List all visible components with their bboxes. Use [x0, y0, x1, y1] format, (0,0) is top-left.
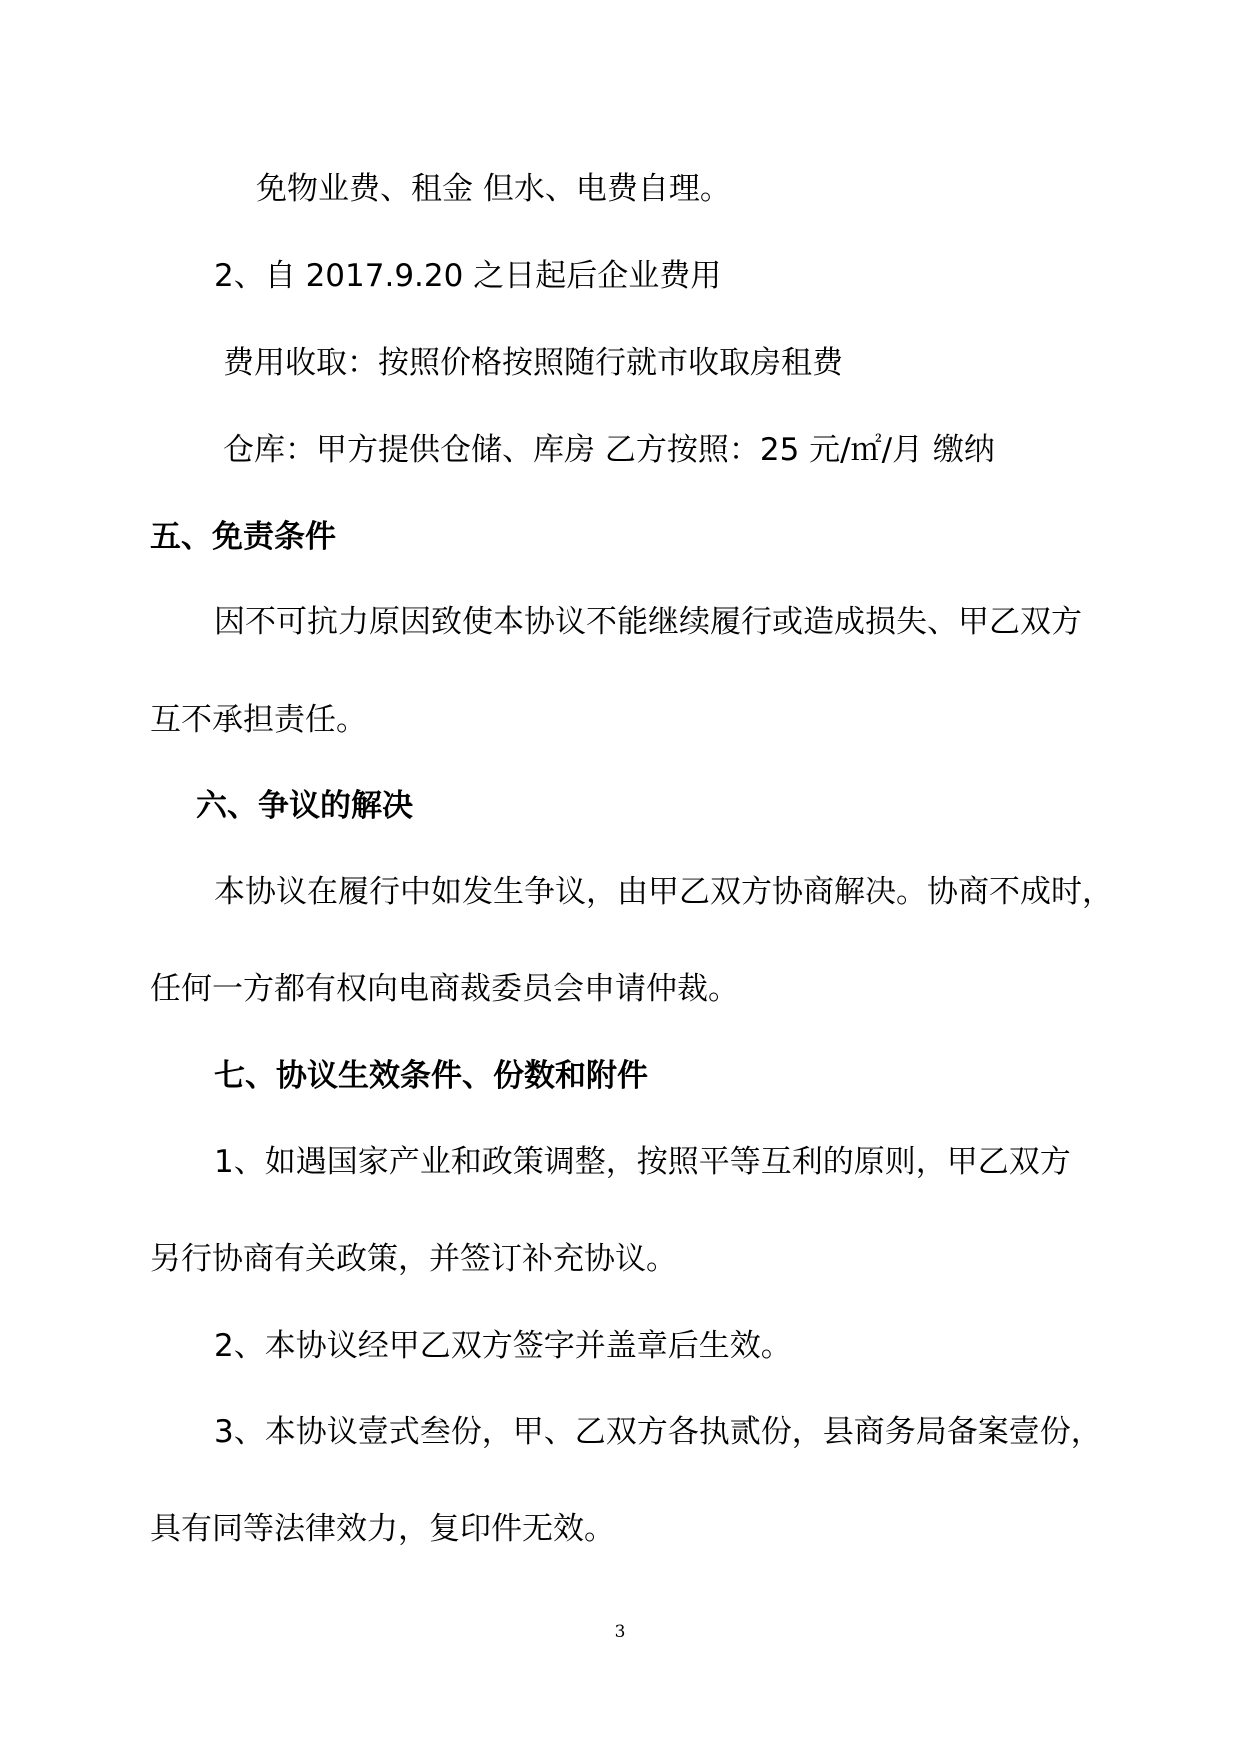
paragraph-line: 具有同等法律效力，复印件无效。 — [150, 1511, 615, 1547]
body-line: 费用收取：按照价格按照随行就市收取房租费 — [223, 345, 843, 381]
body-line: 免物业费、租金 但水、电费自理。 — [256, 171, 731, 207]
section-heading: 六、争议的解决 — [196, 788, 413, 824]
body-line: 仓库：甲方提供仓储、库房 乙方按照：25 元/㎡/月 缴纳 — [223, 432, 995, 468]
paragraph-line: 另行协商有关政策，并签订补充协议。 — [150, 1241, 677, 1277]
paragraph-line: 2、本协议经甲乙双方签字并盖章后生效。 — [214, 1328, 792, 1364]
paragraph-line: 互不承担责任。 — [150, 702, 367, 738]
paragraph-line: 因不可抗力原因致使本协议不能继续履行或造成损失、甲乙双方 — [214, 604, 1082, 640]
body-line: 2、自 2017.9.20 之日起后企业费用 — [214, 258, 722, 294]
page-number: 3 — [614, 1622, 626, 1642]
section-heading: 五、免责条件 — [150, 519, 336, 555]
paragraph-line: 本协议在履行中如发生争议，由甲乙双方协商解决。协商不成时， — [214, 874, 1113, 910]
paragraph-line: 1、如遇国家产业和政策调整，按照平等互利的原则，甲乙双方 — [214, 1144, 1071, 1180]
paragraph-line: 任何一方都有权向电商裁委员会申请仲裁。 — [150, 971, 739, 1007]
section-heading: 七、协议生效条件、份数和附件 — [214, 1058, 648, 1094]
paragraph-line: 3、本协议壹式叁份，甲、乙双方各执贰份，县商务局备案壹份， — [214, 1414, 1102, 1450]
